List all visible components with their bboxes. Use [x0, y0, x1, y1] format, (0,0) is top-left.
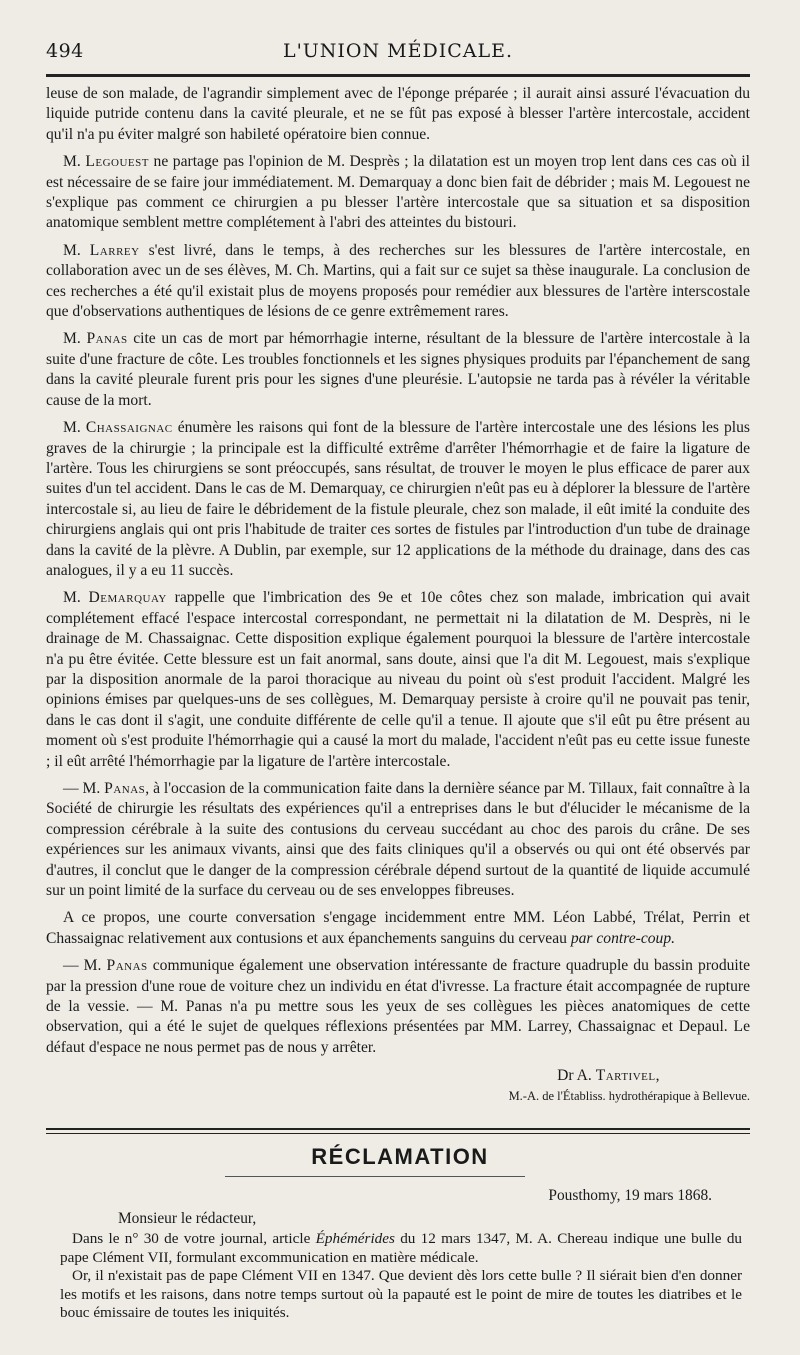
- paragraph-1: leuse de son malade, de l'agrandir simplement avec de l'éponge préparée ; il aurait ainsi assuré l'évacuation du liquide putride contenu dans la cavité pleurale, et ne se fût pas exposé à blesser l'artère intercostale, accident qu'il n'a pu éviter malgré son habileté opératoire bien connue.: [46, 85, 750, 143]
- paragraph-conversation: A ce propos, une courte conversation s'engage incidemment entre MM. Léon Labbé, Trélat, Perrin et Chassaignac relativement aux contusions et aux épanchements sanguins du cerveau par contre-coup.: [46, 909, 750, 947]
- paragraph-panas-1: M. Panas cite un cas de mort par hémorrhagie interne, résultant de la blessure de l'artère intercostale à la suite d'une fracture de côte. Les troubles fonctionnels et les signes physiques produits par l'épanchement de sang dans la cavité pleurale furent pris pour les signes d'une pleurésie. L'autopsie ne tarda pas à révéler la véritable cause de la mort.: [46, 330, 750, 409]
- header-rule: [46, 74, 750, 77]
- speaker-name: Larrey: [89, 241, 140, 259]
- paragraph-chassaignac: M. Chassaignac énumère les raisons qui font de la blessure de l'artère intercostale une des lésions les plus graves de la chirurgie ; la principale est la difficulté extrême d'arrêter l'hémorrhagie et de faire la ligature de l'artère. Tous les chirurgiens se sont préoccupés, sans résultat, de trouver le moyen le plus efficace de parer aux suites d'un tel accident. Dans le cas de M. Demarquay, ce chirurgien n'eût pas eu à déplorer la blessure de l'artère intercostale si, au lieu de faire le débridement de la fistule pleurale, chez son malade, il eût imité la conduite des chirurgiens anglais qui ont pris l'habitude de traiter ces sortes de fistules par l'introduction d'un tube de drainage dans la cavité de la plèvre. A Dublin, par exemple, sur 12 applications de la méthode du drainage, dans des cas analogues, il y a eu 11 succès.: [46, 419, 750, 579]
- section-divider: [46, 1128, 750, 1134]
- paragraph-demarquay: M. Demarquay rappelle que l'imbrication des 9e et 10e côtes chez son malade, imbrication qui avait complétement effacé l'espace intercostal correspondant, ne permettait ni la dilatation de M. Desprès, ni le drainage de M. Chassaignac. Cette disposition explique également pourquoi la blessure de l'artère intercostale n'a pu être évitée. Cette blessure est un fait anormal, sans doute, ainsi que l'a dit M. Legouest, mais s'explique par la disposition anormale de la paroi thoracique au niveau du point où s'est produit l'accident. Malgré les opinions émises par quelques-uns de ses collègues, M. Demarquay persiste à croire qu'il ne pouvait pas tenir, dans le cas dont il s'agit, une conduite différente de celle qu'il a tenue. Il ajoute que s'il eût pu être présent au moment où s'est produite l'hémorrhagie qui a causé la mort du malade, l'accident n'eût pas eu cette issue funeste ; il eût arrêté l'hémorrhagie par la ligature de l'artère intercostale.: [46, 589, 750, 770]
- letter-salutation: Monsieur le rédacteur,: [118, 1210, 257, 1227]
- letter: [60, 1184, 742, 1323]
- signature-title: M.-A. de l'Établiss. hydrothérapique à Bellevue.: [508, 1089, 750, 1104]
- running-title: L'UNION MÉDICALE.: [282, 40, 514, 62]
- letter-dateline: Pousthomy, 19 mars 1868.: [548, 1187, 712, 1204]
- signature: [46, 1065, 750, 1105]
- speaker-name: Demarquay: [88, 589, 167, 607]
- paragraph-panas-2: — M. Panas, à l'occasion de la communication faite dans la dernière séance par M. Tillaux, fait connaître à la Société de chirurgie les résultats des expériences qu'il a entreprises dans le but d'élucider le mécanisme de la compression cérébrale à la suite des contusions du cerveau succédant au choc des parois du crâne. De ses expériences sur les animaux vivants, ainsi que des faits cliniques qu'il a observés ou qui ont été observés par d'autres, il conclut que le danger de la compression cérébrale dépend surtout de la quantité de liquide accumulé sur un point limité de la surface du cerveau ou de ses enveloppes fibreuses.: [46, 780, 751, 900]
- letter-paragraph-2: Or, il n'existait pas de pape Clément VII en 1347. Que devient dès lors cette bulle ? Il siérait bien d'en donner les motifs et les raisons, dans notre temps surtout où la papauté est le point de mire de toutes les diatribes et le bouc émissaire de toutes les iniquités.: [60, 1267, 742, 1321]
- paragraph-legouest: M. Legouest ne partage pas l'opinion de M. Desprès ; la dilatation est un moyen trop lent dans ces cas où il est nécessaire de se faire jour immédiatement. M. Demarquay a donc bien fait de débrider ; mais M. Legouest ne s'explique pas comment ce chirurgien a pu blesser l'artère intercostale que sa situation et sa disposition anatomique semblent mettre complétement à l'abri des atteintes du bistouri.: [46, 153, 750, 232]
- paragraph-panas-3: — M. Panas communique également une observation intéressante de fracture quadruple du bassin produite par la pression d'une roue de voiture chez un individu en état d'ivresse. La fracture était accompagnée de rupture de la vessie. — M. Panas n'a pu mettre sous les yeux de ses collègues les pièces anatomiques de cette observation, qui a été le sujet de quelques réflexions présentées par MM. Larrey, Chassaignac et Depaul. Le défaut d'espace ne nous permet pas de nous y arrêter.: [46, 957, 750, 1056]
- section-title-rule: [225, 1176, 525, 1177]
- speaker-name: Panas: [86, 330, 128, 348]
- signature-name: Dr A. Tartivel,: [557, 1067, 660, 1085]
- page-number: 494: [46, 40, 84, 62]
- speaker-name: Chassaignac: [85, 419, 173, 437]
- page-header: [46, 0, 750, 64]
- italic-phrase: par contre-coup.: [570, 929, 676, 947]
- section-title: RÉCLAMATION: [311, 1144, 489, 1169]
- speaker-name: Panas: [106, 957, 148, 975]
- letter-paragraph-1: Dans le n° 30 de votre journal, article Éphémérides du 12 mars 1347, M. A. Chereau indique une bulle du pape Clément VII, formulant excommunication en matière médicale.: [60, 1230, 743, 1266]
- speaker-name: Legouest: [85, 153, 149, 171]
- article-body: [46, 84, 750, 1105]
- speaker-name: Panas: [104, 780, 146, 797]
- paragraph-larrey: M. Larrey s'est livré, dans le temps, à des recherches sur les blessures de l'artère intercostale, en collaboration avec un de ses élèves, M. Ch. Martins, qui a fait sur ce sujet sa thèse inaugurale. La conclusion de ces recherches a été qu'il existait plus de moyens proposés pour remédier aux blessures de l'artère interscostale que d'observations authentiques de lésions de ce genre extrêmement rares.: [46, 241, 750, 321]
